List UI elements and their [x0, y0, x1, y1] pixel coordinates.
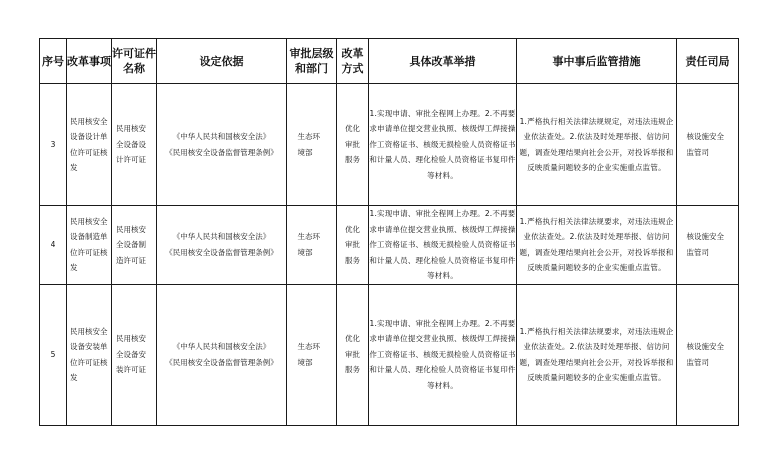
row-permit-text: 民用核安全设备制造许可证 [116, 224, 146, 265]
row-item [67, 206, 112, 285]
header-seq: 序号 [40, 39, 67, 84]
header-mode: 改革方式 [337, 39, 369, 84]
row-measures: 1.实现申请、审批全程网上办理。2.不再要求申请单位提交营业执照、核级焊工焊接操作工资格证书、核级无损检验人员资格证书和计量人员、理化检验人员资格证书复印件等材料。 [369, 284, 517, 425]
row-measures: 1.实现申请、审批全程网上办理。2.不再要求申请单位提交营业执照、核级焊工焊接操作工资格证书、核级无损检验人员资格证书和计量人员、理化检验人员资格证书复印件等材料。 [369, 206, 517, 285]
row-responsible-text: 核设施安全监管司 [686, 132, 724, 157]
row-item [67, 84, 112, 206]
row-seq: 4 [40, 206, 67, 285]
row-item [67, 284, 112, 425]
row-item-text: 民用核安全设备安装单位许可证核发 [70, 326, 108, 382]
row-level [287, 84, 337, 206]
row-mode [337, 284, 369, 425]
row-permit-text: 民用核安全设备设计许可证 [116, 124, 146, 165]
row-level [287, 206, 337, 285]
row-mode-text: 优化审批服务 [345, 334, 360, 375]
row-supervision: 1.严格执行相关法律法规要求，对违法违规企业依法查处。2.依法及时处理举报、信访问题，调查处理结果向社会公开，对投诉举报和反映质量问题较多的企业实施重点监管。 [517, 206, 677, 285]
row-basis [157, 84, 287, 206]
row-responsible [677, 284, 739, 425]
row-level-text: 生态环境部 [297, 132, 320, 157]
row-basis-regulation: 《民用核安全设备监督管理条例》 [165, 357, 278, 367]
row-basis-regulation: 《民用核安全设备监督管理条例》 [165, 247, 278, 257]
row-supervision: 1.严格执行相关法律法规规定，对违法违规企业依法查处。2.依法及时处理举报、信访问题，调查处理结果向社会公开，对投诉举报和反映质量问题较多的企业实施重点监管。 [517, 84, 677, 206]
header-responsible: 责任司局 [677, 39, 739, 84]
row-mode [337, 206, 369, 285]
header-level: 审批层级和部门 [287, 39, 337, 84]
row-basis [157, 206, 287, 285]
row-permit-text: 民用核安全设备安装许可证 [116, 334, 146, 375]
row-permit [112, 84, 157, 206]
row-level-text: 生态环境部 [297, 342, 320, 367]
row-responsible [677, 206, 739, 285]
header-supervision: 事中事后监管措施 [517, 39, 677, 84]
row-permit [112, 206, 157, 285]
header-item: 改革事项 [67, 39, 112, 84]
row-seq: 3 [40, 84, 67, 206]
row-permit [112, 284, 157, 425]
row-basis-law: 《中华人民共和国核安全法》 [172, 342, 271, 351]
row-basis [157, 284, 287, 425]
row-basis-law: 《中华人民共和国核安全法》 [172, 132, 271, 141]
row-mode-text: 优化审批服务 [345, 224, 360, 265]
header-permit: 许可证件名称 [112, 39, 157, 84]
row-item-text: 民用核安全设备设计单位许可证核发 [70, 116, 108, 172]
row-mode [337, 84, 369, 206]
table-row [40, 84, 739, 206]
header-measures: 具体改革举措 [369, 39, 517, 84]
row-level-text: 生态环境部 [297, 232, 320, 257]
row-item-text: 民用核安全设备制造单位许可证核发 [70, 216, 108, 273]
row-mode-text: 优化审批服务 [345, 124, 360, 165]
row-seq: 5 [40, 284, 67, 425]
row-basis-regulation: 《民用核安全设备监督管理条例》 [165, 147, 278, 157]
row-level [287, 284, 337, 425]
row-measures: 1.实现申请、审批全程网上办理。2.不再要求申请单位提交营业执照、核级焊工焊接操作工资格证书、核级无损检验人员资格证书和计量人员、理化检验人员资格证书复印件等材料。 [369, 84, 517, 206]
row-basis-law: 《中华人民共和国核安全法》 [172, 232, 271, 242]
row-responsible [677, 84, 739, 206]
table-row [40, 284, 739, 425]
table-row [40, 206, 739, 285]
header-row [40, 39, 739, 84]
row-supervision: 1.严格执行相关法律法规要求，对违法违规企业依法查处。2.依法及时处理举报、信访问题，调查处理结果向社会公开，对投诉举报和反映质量问题较多的企业实施重点监管。 [517, 284, 677, 425]
row-responsible-text: 核设施安全监管司 [686, 232, 724, 257]
row-responsible-text: 核设施安全监管司 [686, 342, 724, 367]
header-basis: 设定依据 [157, 39, 287, 84]
reform-table [39, 38, 739, 426]
